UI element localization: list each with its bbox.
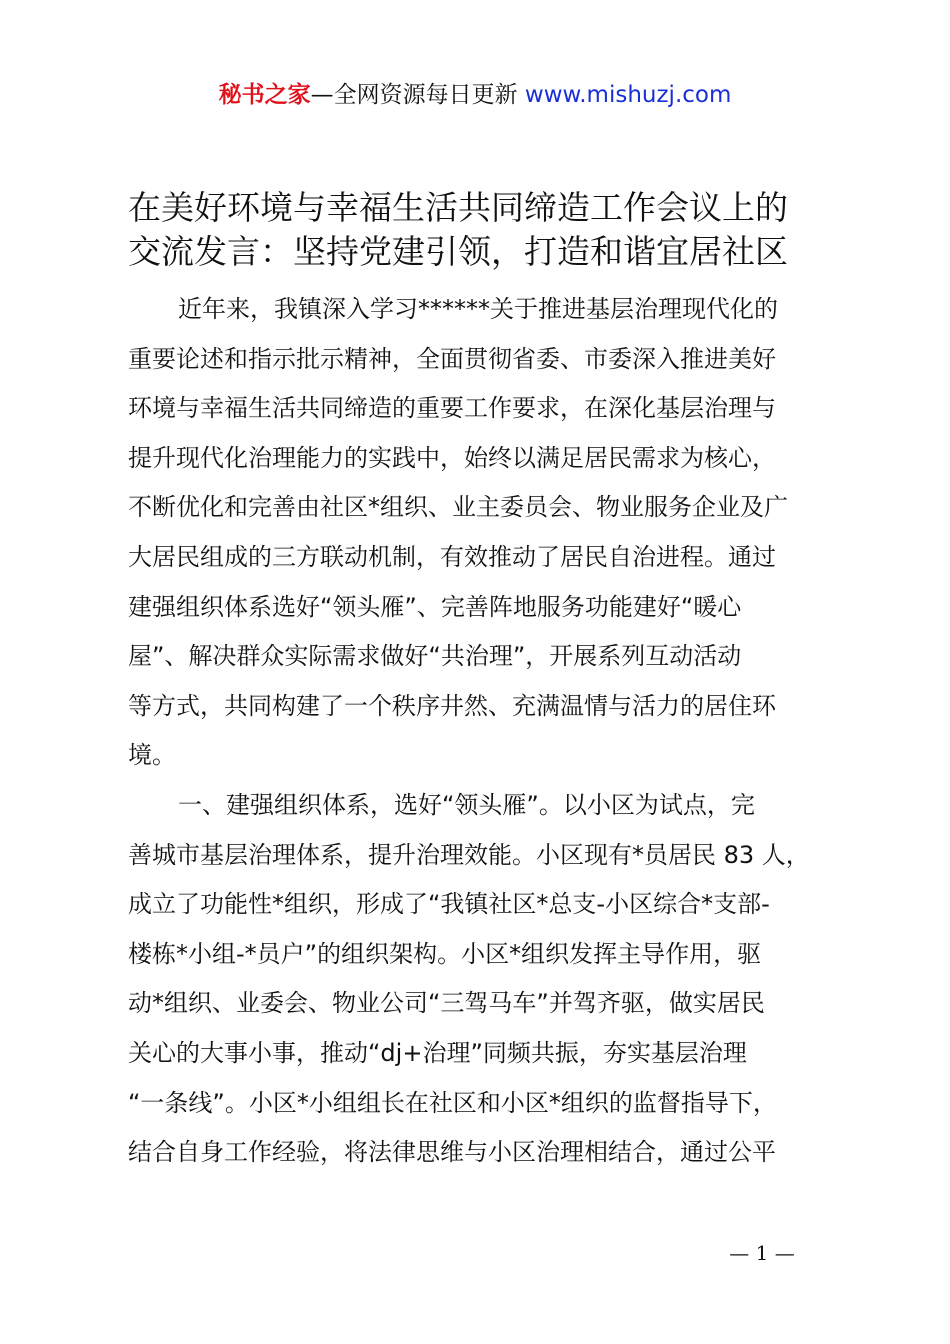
paragraph-line: 动*组织、业委会、物业公司“三驾马车”并驾齐驱，做实居民 [128, 989, 765, 1018]
title-line-1: 在美好环境与幸福生活共同缔造工作会议上的 [128, 188, 788, 227]
site-url-link[interactable]: www.mishuzj.com [524, 82, 732, 108]
paragraph-line: 善城市基层治理体系，提升治理效能。小区现有*员居民 83 人， [128, 840, 810, 869]
document-title [128, 186, 848, 274]
paragraph-line: 结合自身工作经验，将法律思维与小区治理相结合，通过公平 [128, 1138, 776, 1167]
brand-name: 秘书之家 [218, 82, 311, 108]
paragraph-line: 等方式，共同构建了一个秩序井然、充满温情与活力的居住环 [128, 691, 776, 720]
paragraph-line: 关心的大事小事，推动“dj+治理”同频共振，夯实基层治理 [128, 1038, 747, 1067]
paragraph-1 [128, 285, 838, 781]
paragraph-line: 不断优化和完善由社区*组织、业主委员会、物业服务企业及广 [128, 493, 788, 522]
page-number: — 1 — [729, 1241, 795, 1265]
paragraph-line: 境。 [128, 741, 176, 770]
document-body [128, 285, 838, 1178]
paragraph-line: 重要论述和指示批示精神，全面贯彻省委、市委深入推进美好 [128, 344, 776, 373]
paragraph-line: 近年来，我镇深入学习******关于推进基层治理现代化的 [178, 295, 778, 323]
header-tagline: —全网资源每日更新 [310, 82, 525, 108]
paragraph-line: 一、建强组织体系，选好“领头雁”。以小区为试点，完 [178, 790, 755, 819]
paragraph-line: 成立了功能性*组织，形成了“我镇社区*总支-小区综合*支部- [128, 890, 770, 919]
page-header [0, 78, 950, 112]
paragraph-line: 提升现代化治理能力的实践中，始终以满足居民需求为核心， [128, 443, 776, 472]
paragraph-line: 屋”、解决群众实际需求做好“共治理”，开展系列互动活动 [128, 642, 742, 671]
paragraph-line: 楼栋*小组-*员户”的组织架构。小区*组织发挥主导作用，驱 [128, 939, 762, 968]
paragraph-line: 环境与幸福生活共同缔造的重要工作要求，在深化基层治理与 [128, 394, 776, 423]
paragraph-line: 大居民组成的三方联动机制，有效推动了居民自治进程。通过 [128, 542, 776, 571]
paragraph-line: 建强组织体系选好“领头雁”、完善阵地服务功能建好“暖心 [128, 592, 742, 621]
paragraph-2 [128, 781, 838, 1178]
title-line-2: 交流发言：坚持党建引领，打造和谐宜居社区 [128, 232, 788, 271]
paragraph-line: “一条线”。小区*小组组长在社区和小区*组织的监督指导下， [128, 1088, 777, 1117]
